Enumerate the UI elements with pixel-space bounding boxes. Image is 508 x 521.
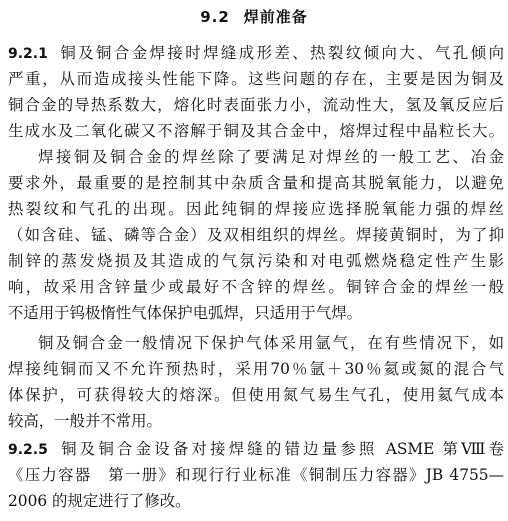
text-line: 较高，一般并不常用。 [8, 412, 162, 430]
text-line: 不适用于钨极惰性气体保护电弧焊，只适用于气焊。 [8, 304, 362, 322]
text-line: 铜合金的导热系数大，熔化时表面张力小，流动性大，氢及氧反应后 [8, 96, 504, 114]
text-line: 响，故采用含锌量少或最好不含锌的焊丝。铜锌合金的焊丝一般 [8, 278, 504, 296]
text-line: 生成水及二氧化碳又不溶解于铜及其合金中，熔焊过程中晶粒长大。 [8, 122, 504, 140]
text-line: 焊接铜及铜合金的焊丝除了要满足对焊丝的一般工艺、冶金 [38, 148, 504, 166]
text-line: 铜及铜合金一般情况下保护气体采用氩气，在有些情况下，如 [38, 334, 504, 352]
text-line: 《压力容器 第一册》和现行行业标准《铜制压力容器》JB 4755— [8, 466, 504, 484]
text-line: （如含硅、锰、磷等合金）及双相组织的焊丝。焊接黄铜时，为了抑 [8, 226, 504, 244]
clause-number: 9.2.1 [8, 46, 48, 62]
section-title: 焊前准备 [243, 8, 308, 26]
text-line: 9.2.1 铜及铜合金焊接时焊缝成形差、热裂纹倾向大、气孔倾向 [8, 44, 504, 62]
text-line: 2006 的规定进行了修改。 [8, 492, 191, 510]
text-line: 要求外，最重要的是控制其中杂质含量和提高其脱氧能力，以避免 [8, 174, 504, 192]
text-line: 体保护，可获得较大的熔深。但使用氮气易生气孔，使用氦气成本 [8, 386, 504, 404]
text-line: 制锌的蒸发烧损及其造成的气氛污染和对电弧燃烧稳定性产生影 [8, 252, 504, 270]
text-line: 9.2.5 铜及铜合金设备对接焊缝的错边量参照 ASME 第Ⅷ卷 [8, 440, 504, 458]
text-line: 严重，从而造成接头性能下降。这些问题的存在，主要是因为铜及 [8, 70, 504, 88]
section-heading [0, 4, 508, 30]
clause-number: 9.2.5 [8, 442, 48, 458]
text-line: 焊接纯铜而又不允许预热时，采用70％氩＋30％氦或氮的混合气 [8, 360, 504, 378]
text-line: 热裂纹和气孔的出现。因此纯铜的焊接应选择脱氧能力强的焊丝 [8, 200, 504, 218]
section-number: 9.2 [200, 8, 230, 26]
